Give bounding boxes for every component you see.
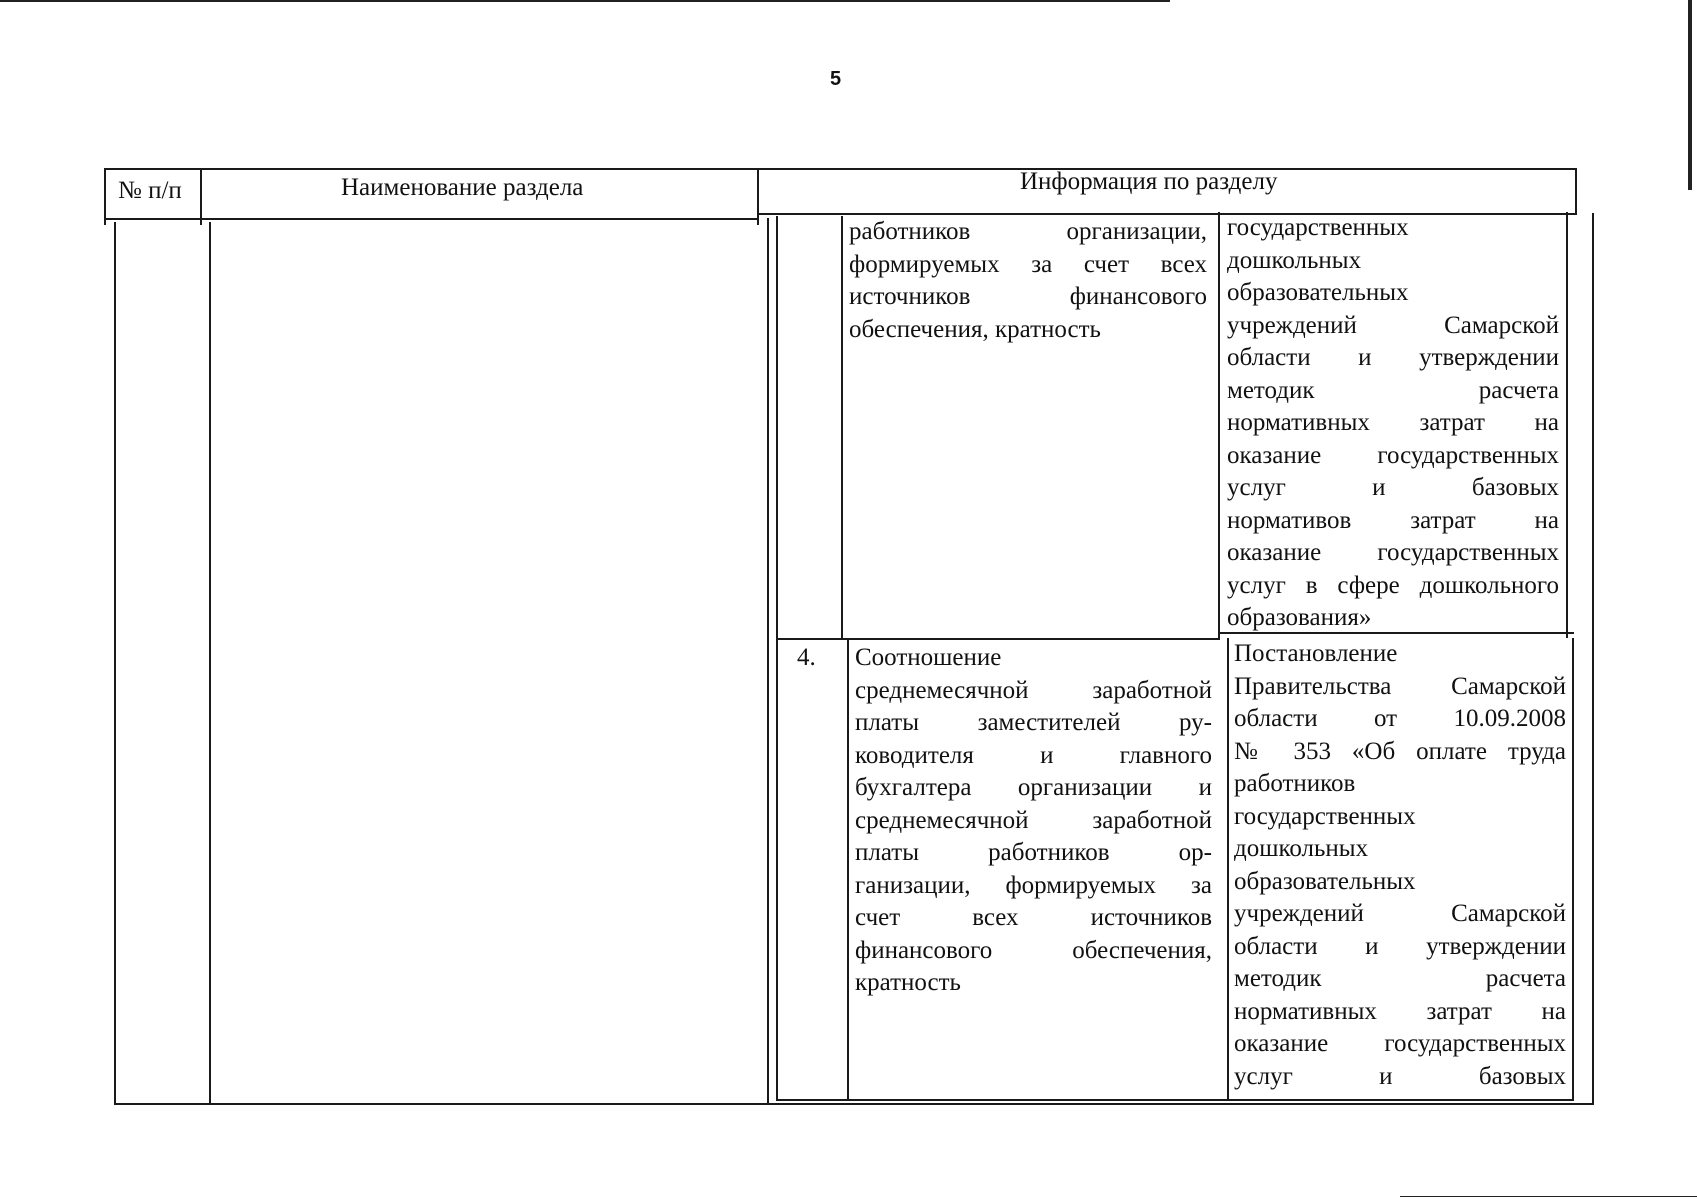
text-line: источников финансового bbox=[849, 283, 1207, 310]
row-document-text bbox=[1234, 638, 1566, 1093]
text-line: области и утверждении bbox=[1227, 344, 1559, 371]
text-line: бухгалтера организации и bbox=[855, 774, 1212, 801]
text-line: нормативных затрат на bbox=[1234, 997, 1566, 1025]
scan-edge-line bbox=[0, 0, 1170, 2]
text-line: области и утверждении bbox=[1234, 932, 1566, 960]
row-indicator-text bbox=[855, 642, 1212, 1000]
text-line: дошкольных bbox=[1227, 246, 1362, 274]
text-line: оказание государственных bbox=[1227, 441, 1559, 469]
text-line: платы заместителей ру- bbox=[855, 709, 1212, 736]
text-line: услуг и базовых bbox=[1234, 1062, 1566, 1090]
inner-row-divider bbox=[776, 638, 1220, 640]
text-line: обеспечения, кратность bbox=[849, 315, 1101, 343]
text-line: платы работников ор- bbox=[855, 839, 1212, 866]
inner-column-divider bbox=[1218, 212, 1220, 638]
table-border-left bbox=[104, 168, 106, 225]
column-divider bbox=[200, 168, 202, 225]
text-line: оказание государственных bbox=[1234, 1030, 1566, 1057]
text-line: Постановление bbox=[1234, 640, 1398, 667]
text-line: ганизации, формируемых за bbox=[855, 871, 1212, 899]
text-line: дошкольных bbox=[1234, 835, 1369, 862]
inner-column-divider bbox=[847, 638, 849, 1101]
header-divider bbox=[104, 218, 759, 220]
text-line: Соотношение bbox=[855, 644, 1002, 671]
table-border-top bbox=[104, 168, 1577, 170]
inner-border-left bbox=[776, 216, 778, 1101]
text-line: работников организации, bbox=[849, 218, 1207, 245]
scan-edge-line bbox=[1688, 0, 1692, 190]
text-line: образования» bbox=[1227, 604, 1372, 631]
header-num: № п/п bbox=[118, 177, 182, 204]
inner-column-divider bbox=[841, 216, 843, 638]
text-line: услуг в сфере дошкольного bbox=[1227, 571, 1559, 599]
text-line: нормативов затрат на bbox=[1227, 506, 1559, 534]
text-line: образовательных bbox=[1234, 867, 1416, 895]
inner-column-divider bbox=[1227, 638, 1229, 1101]
page-number: 5 bbox=[830, 68, 842, 90]
text-line: счет всех источников bbox=[855, 904, 1212, 931]
text-line: среднемесячной заработной bbox=[855, 806, 1212, 834]
text-line: кратность bbox=[855, 969, 961, 996]
text-line: образовательных bbox=[1227, 279, 1409, 306]
header-section-info: Информация по разделу bbox=[1020, 168, 1278, 195]
text-line: государственных bbox=[1234, 802, 1416, 830]
header-section-name: Наименование раздела bbox=[341, 174, 584, 201]
inner-border-right bbox=[1566, 212, 1568, 638]
text-line: № 353 «Об оплате труда bbox=[1234, 737, 1566, 765]
row-number: 4. bbox=[797, 644, 816, 671]
text-line: Правительства Самарской bbox=[1234, 672, 1566, 700]
text-line: учреждений Самарской bbox=[1227, 311, 1559, 339]
inner-border-right bbox=[1572, 638, 1574, 1101]
column-divider bbox=[767, 218, 769, 1103]
table-border-left bbox=[114, 222, 116, 1105]
text-line: ководителя и главного bbox=[855, 741, 1212, 769]
text-line: методик расчета bbox=[1227, 376, 1559, 404]
inner-border-bottom bbox=[776, 1099, 1574, 1101]
text-line: области от 10.09.2008 bbox=[1234, 705, 1566, 732]
text-line: государственных bbox=[1227, 214, 1409, 241]
text-line: услуг и базовых bbox=[1227, 474, 1559, 501]
table-border-bottom bbox=[114, 1103, 1594, 1105]
row-indicator-text bbox=[849, 216, 1207, 346]
table-border-right bbox=[1575, 168, 1577, 213]
text-line: формируемых за счет всех bbox=[849, 250, 1207, 278]
row-document-text bbox=[1227, 212, 1559, 635]
text-line: финансового обеспечения, bbox=[855, 936, 1212, 964]
text-line: учреждений Самарской bbox=[1234, 900, 1566, 927]
text-line: методик расчета bbox=[1234, 965, 1566, 992]
scan-edge-line bbox=[1400, 1196, 1697, 1197]
text-line: нормативных затрат на bbox=[1227, 409, 1559, 436]
column-divider bbox=[757, 168, 759, 225]
text-line: работников bbox=[1234, 770, 1356, 797]
text-line: оказание государственных bbox=[1227, 539, 1559, 566]
column-divider bbox=[209, 222, 211, 1105]
text-line: среднемесячной заработной bbox=[855, 676, 1212, 704]
table-border-right bbox=[1592, 213, 1594, 1105]
